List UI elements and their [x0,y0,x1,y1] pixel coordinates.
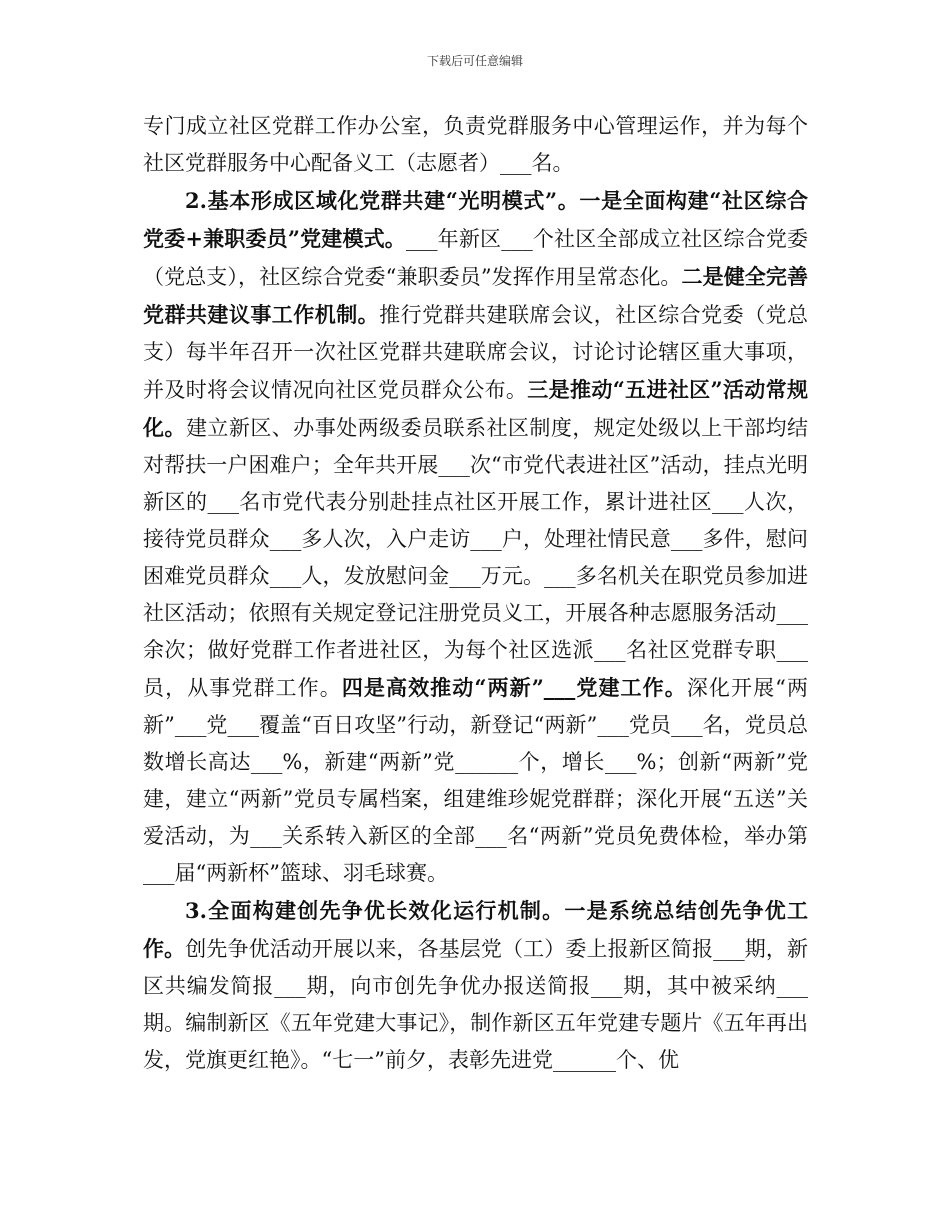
paragraph-excellence-mechanism [143,892,808,1079]
text-run: ___年新区___个社区全部成立社区综合党委（党总支），社区综合党委“兼职委员”发挥作用呈常态化。 [143,227,808,289]
text-run: 推行党群共建联席会议，社区综合党委（党总支）每半年召开一次社区党群共建联席会议，讨论讨论辖区重大事项，并及时将会议情况向社区党员群众公布。 [143,303,809,402]
text-run: 创先争优活动开展以来，各基层党（工）委上报新区简报___期，新区共编发简报___期，向市创先争优办报送简报___期，其中被采纳___期。编制新区《五年党建大事记》，制作新区五年党建专题片《五年再出发，党旗更红艳》。“七一”前夕，表彰先进党______个、优 [143,937,808,1072]
heading-run: 2.基本形成区域化党群共建“光明模式”。一是全面构建“社区综合党委+兼职委员”党建模式。 [143,188,808,251]
heading-run: 四是高效推动“两新”___党建工作。 [341,675,687,700]
paragraph-guangming-model [143,182,808,892]
heading-run: 3.全面构建创先争优长效化运行机制。一是系统总结创先争优工作。 [143,898,808,961]
heading-run: 二是健全完善党群共建议事工作机制。 [143,264,808,327]
text-run: 专门成立社区党群工作办公室，负责党群服务中心管理运作，并为每个社区党群服务中心配备义工（志愿者）___名。 [143,114,808,175]
paragraph-volunteers [143,108,808,182]
page-header: 下载后可任意编辑 [426,54,523,68]
text-run: 深化开展“两新”___党___覆盖“百日攻坚”行动，新登记“两新”___党员___名，党员总数增长高达___%，新建“两新”党______个，增长___%；创新“两新”党建，建立“两新”党员专属档案，组建维珍妮党群群；深化开展“五送”关爱活动，为___关系转入新区的全部___名“两新”党员免费体检，举办第___届“两新杯”篮球、羽毛球赛。 [143,676,808,885]
text-run: 建立新区、办事处两级委员联系社区制度，规定处级以上干部均结对帮扶一户困难户；全年共开展___次“市党代表进社区”活动，挂点光明新区的___名市党代表分别赴挂点社区开展工作，累计进社区___人次，接待党员群众___多人次，入户走访___户，处理社情民意___多件，慰问困难党员群众___人，发放慰问金___万元。___多名机关在职党员参加进社区活动；依照有关规定登记注册党员义工，开展各种志愿服务活动___余次；做好党群工作者进社区，为每个社区选派___名社区党群专职___员，从事党群工作。 [143,416,809,700]
heading-run: 三是推动“五进社区”活动常规化。 [143,377,808,440]
document-body [143,108,808,1079]
